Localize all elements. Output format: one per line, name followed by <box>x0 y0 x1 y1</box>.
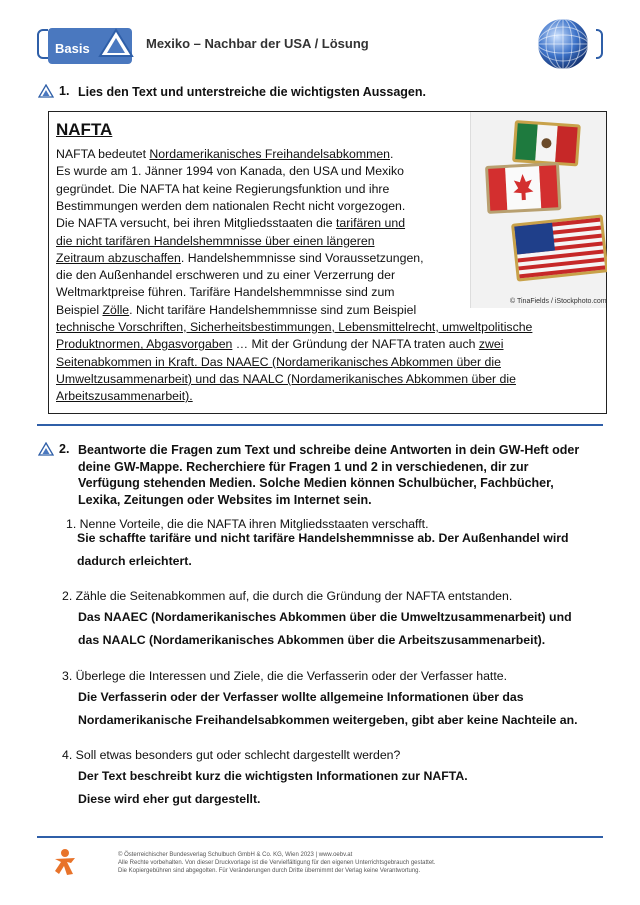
text-span: die den Außenhandel erschweren und zu einer Verzerrung der <box>56 268 396 283</box>
article-line <box>56 215 405 232</box>
task-2-line: Lexika, Zeitungen oder Websites im Internet sein. <box>78 492 372 507</box>
footer-copyright: © Österreichischer Bundesverlag Schulbuch GmbH & Co. KG, Wien 2023 | www.oebv.at <box>118 852 353 858</box>
answer-line: Der Text beschreibt kurz die wichtigsten Informationen zur NAFTA. <box>78 769 468 783</box>
answer-line: Die Verfasserin oder der Verfasser wollte allgemeine Informationen über das <box>78 690 524 704</box>
answer-line: Sie schaffte tarifäre und nicht tarifäre Handelshemmnisse ab. Der Außenhandel wird <box>77 531 569 545</box>
text-span: Die NAFTA versucht, bei ihren Mitgliedsstaaten die <box>56 216 336 231</box>
answer-2 <box>78 606 572 652</box>
underlined-text: Seitenabkommen in Kraft. Das NAAEC (Nordamerikanisches Abkommen über die <box>56 354 501 369</box>
text-span: Es wurde am 1. Jänner 1994 von Kanada, den USA und Mexiko <box>56 164 404 179</box>
globe-icon <box>535 16 591 72</box>
underlined-text: zwei <box>478 337 504 352</box>
article-line <box>56 267 395 284</box>
article-title: NAFTA <box>56 120 113 139</box>
article-line <box>56 319 532 336</box>
text-span: … Mit der Gründung der NAFTA traten auch <box>232 337 479 352</box>
question-3: 3. Überlege die Interessen und Ziele, die die Verfasserin oder der Verfasser hatte. <box>62 669 507 683</box>
article-line <box>56 388 193 405</box>
page-title: Mexiko – Nachbar der USA / Lösung <box>146 36 369 51</box>
flags-photo <box>470 112 606 308</box>
question-1: 1. Nenne Vorteile, die die NAFTA ihren Mitgliedsstaaten verschafft. <box>66 517 429 531</box>
article-line <box>56 302 416 319</box>
answer-line: Diese wird eher gut dargestellt. <box>78 792 261 806</box>
underlined-text: Zölle <box>102 302 130 317</box>
text-span: . Nicht tarifäre Handelshemmnisse sind zum Beispiel <box>129 302 417 317</box>
answer-3 <box>78 686 578 732</box>
underlined-text: Arbeitszusammenarbeit). <box>56 389 193 404</box>
answer-line: dadurch erleichtert. <box>77 554 192 568</box>
article-line <box>56 233 375 250</box>
task-2-line: Verfügung stehenden Medien. Solche Medien können Schulbücher, Fachbücher, <box>78 476 554 490</box>
article-line <box>56 163 404 180</box>
footer-disclaimer: Die Kopiergebühren sind abgegolten. Für Veränderungen durch Dritte übernimmt der Verlag keine Verantwortung. <box>118 868 421 874</box>
answer-1 <box>77 527 569 573</box>
article-line <box>56 371 516 388</box>
article-line <box>56 181 389 198</box>
question-4: 4. Soll etwas besonders gut oder schlecht dargestellt werden? <box>62 748 401 762</box>
text-span: gegründet. Die NAFTA hat keine Regierungsfunktion und ihre <box>56 181 390 196</box>
underlined-text: Umweltzusammenarbeit) und das NAALC (Nordamerikanisches Abkommen über die <box>56 371 516 386</box>
task-1-number: 1. <box>59 84 70 98</box>
task-2-number: 2. <box>59 442 70 456</box>
text-span: Bestimmungen werden dem nationalen Recht nicht vorgezogen. <box>56 198 406 213</box>
text-span: . <box>390 147 394 161</box>
underlined-text: Nordamerikanisches Freihandelsabkommen <box>149 147 391 161</box>
text-span: . Handelshemmnisse sind Voraussetzungen, <box>180 250 424 265</box>
footer-divider <box>37 836 603 838</box>
article-line <box>56 146 393 163</box>
answer-line: Nordamerikanische Freihandelsabkommen weitergeben, gibt aber keine Nachteile an. <box>78 713 578 727</box>
article-line <box>56 250 424 267</box>
task-2-instruction <box>78 442 579 508</box>
task-level-icon <box>38 84 54 98</box>
underlined-text: technische Vorschriften, Sicherheitsbestimmungen, Lebensmittelrecht, umweltpolitische <box>56 320 533 334</box>
underlined-text: Zeitraum abzuschaffen <box>56 250 181 265</box>
task-2-line: deine GW-Mappe. Recherchiere für Fragen 1 und 2 in verschiedenen, dir zur <box>78 459 529 474</box>
text-span: Beispiel <box>56 302 103 317</box>
question-2: 2. Zähle die Seitenabkommen auf, die durch die Gründung der NAFTA entstanden. <box>62 589 513 603</box>
triangle-logo-icon <box>96 26 136 60</box>
section-divider <box>37 424 603 426</box>
task-level-icon <box>38 442 54 456</box>
underlined-text: Produktnormen, Abgasvorgaben <box>56 337 233 352</box>
answer-line: das NAALC (Nordamerikanisches Abkommen über die Arbeitszusammenarbeit). <box>78 633 546 647</box>
footer-rights: Alle Rechte vorbehalten. Von dieser Druckvorlage ist die Vervielfältigung für den eigenen Unterrichtsgebrauch gestattet. <box>118 860 436 866</box>
text-span: Weltmarktpreise führen. Tarifäre Handelshemmnisse sind zum <box>56 285 395 300</box>
text-span: NAFTA bedeutet <box>56 147 150 161</box>
task-1-instruction: Lies den Text und unterstreiche die wichtigsten Aussagen. <box>78 85 426 99</box>
underlined-text: die nicht tarifären Handelshemmnisse über einen längeren <box>56 233 375 248</box>
level-badge-label: Basis <box>55 41 90 56</box>
flags-image <box>471 112 607 298</box>
article-line <box>56 284 395 301</box>
underlined-text: tarifären und <box>336 216 406 231</box>
photo-credit: © TinaFields / iStockphoto.com <box>510 298 607 305</box>
article-line <box>56 354 501 371</box>
task-2-line: Beantworte die Fragen zum Text und schreibe deine Antworten in dein GW-Heft oder <box>78 443 580 457</box>
article-line <box>56 336 504 353</box>
publisher-logo-icon <box>52 847 78 877</box>
answer-line: Das NAAEC (Nordamerikanisches Abkommen über die Umweltzusammenarbeit) und <box>78 610 572 624</box>
article-line <box>56 198 405 215</box>
answer-4 <box>78 765 468 811</box>
